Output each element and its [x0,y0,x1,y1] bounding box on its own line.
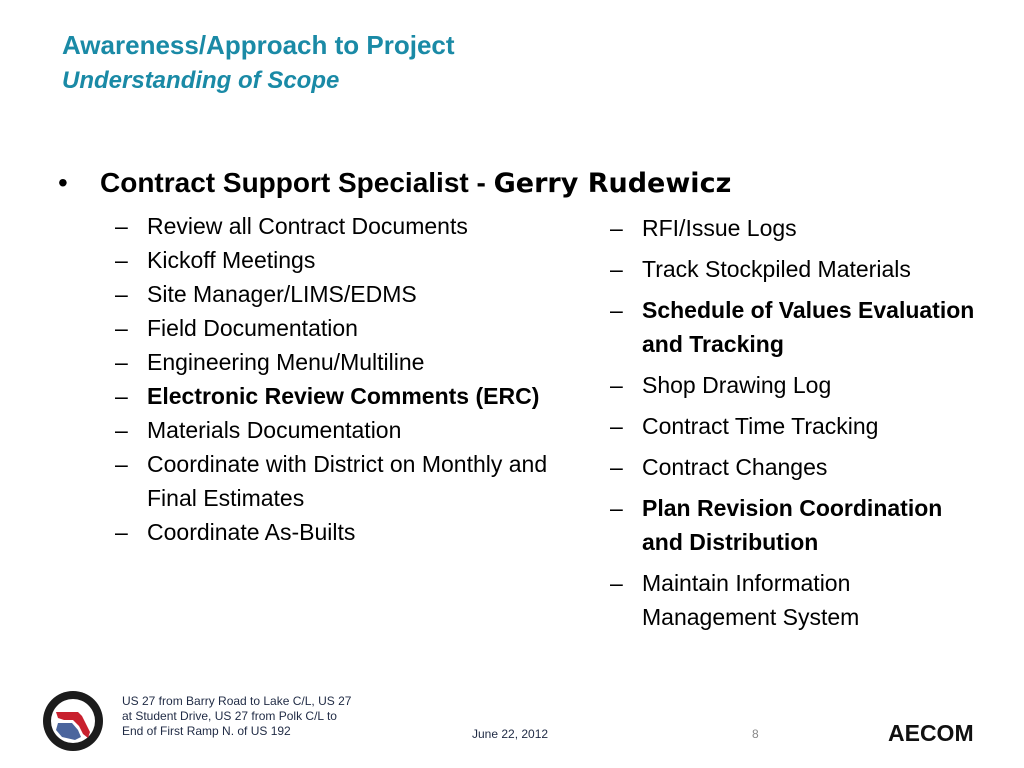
list-item [115,209,565,243]
slide-title: Awareness/Approach to Project [62,30,455,60]
dash-marker: – [115,519,128,545]
list-item [115,447,565,515]
list-item-text: Engineering Menu/Multiline [147,349,425,375]
list-item [610,450,980,484]
dash-marker: – [610,256,623,282]
dash-marker: – [115,349,128,375]
dash-marker: – [115,247,128,273]
dash-marker: – [610,215,623,241]
list-item-text: Materials Documentation [147,417,402,443]
list-item [610,293,980,361]
list-item [115,379,565,413]
list-item-text: RFI/Issue Logs [642,215,797,241]
bullet-marker: • [58,167,68,198]
list-item [610,252,980,286]
list-item [115,243,565,277]
dash-marker: – [610,372,623,398]
list-item-text: Track Stockpiled Materials [642,256,911,282]
footer-project-text: US 27 from Barry Road to Lake C/L, US 27 at Student Drive, US 27 from Polk C/L to End of First Ramp N. of US 192 [122,694,352,738]
right-scope-list [610,211,980,641]
page-number: 8 [752,727,759,741]
dash-marker: – [115,213,128,239]
list-item-text: Site Manager/LIMS/EDMS [147,281,417,307]
slide-subtitle: Understanding of Scope [62,67,340,94]
list-item [610,368,980,402]
person-name: Gerry Rudewicz [493,168,732,199]
main-bullet [58,166,731,201]
aecom-logo: AECOM [888,720,974,746]
list-item-text: Field Documentation [147,315,358,341]
list-item-text: Plan Revision Coordination and Distribution [642,495,943,555]
list-item [610,491,980,559]
list-item-text: Contract Changes [642,454,828,480]
list-item [115,515,565,549]
list-item [610,409,980,443]
list-item [115,413,565,447]
list-item-text: Schedule of Values Evaluation and Tracking [642,297,975,357]
dash-marker: – [610,454,623,480]
dash-marker: – [115,315,128,341]
list-item-text: Maintain Information Management System [642,570,860,630]
dot-seal-logo [42,690,104,752]
seal-icon [42,690,104,752]
list-item-text: Contract Time Tracking [642,413,879,439]
dash-marker: – [610,297,623,323]
dash-marker: – [610,495,623,521]
dash-marker: – [115,451,128,477]
dash-marker: – [115,281,128,307]
list-item-text: Electronic Review Comments (ERC) [147,383,540,409]
list-item-text: Kickoff Meetings [147,247,316,273]
list-item-text: Shop Drawing Log [642,372,832,398]
list-item [610,566,980,634]
list-item [610,211,980,245]
list-item-text: Review all Contract Documents [147,213,468,239]
list-item-text: Coordinate As-Builts [147,519,356,545]
list-item [115,345,565,379]
role-label: Contract Support Specialist - [100,167,486,198]
left-scope-list [115,209,565,549]
footer-date: June 22, 2012 [472,727,549,741]
list-item [115,277,565,311]
dash-marker: – [610,413,623,439]
dash-marker: – [115,383,128,409]
dash-marker: – [115,417,128,443]
list-item [115,311,565,345]
list-item-text: Coordinate with District on Monthly and Final Estimates [147,451,548,511]
dash-marker: – [610,570,623,596]
